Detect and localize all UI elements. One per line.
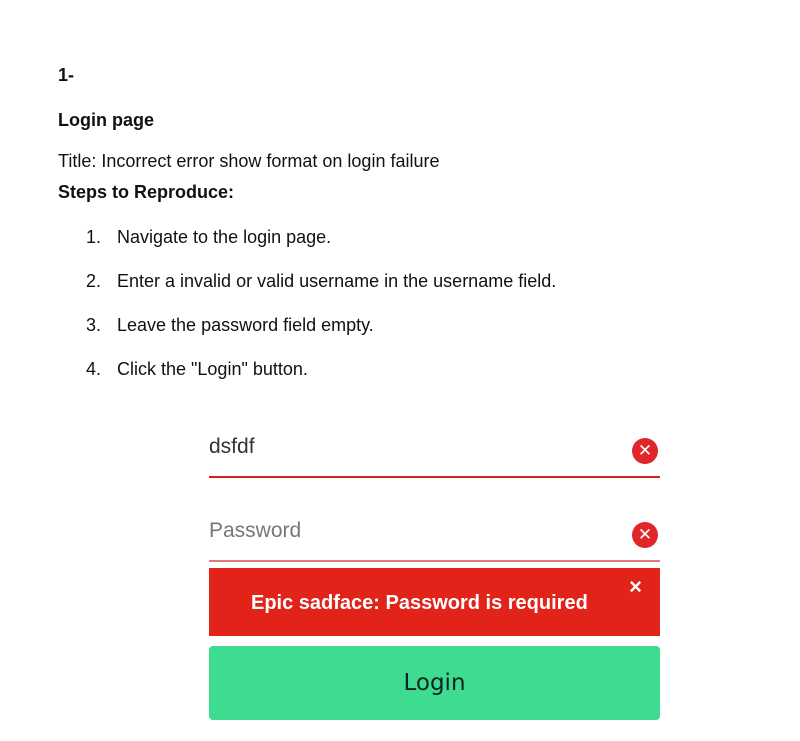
login-screenshot (209, 420, 661, 722)
step-item (86, 226, 726, 248)
step-item (86, 358, 726, 380)
bug-title: Title: Incorrect error show format on login failure (58, 151, 440, 171)
steps-heading: Steps to Reproduce: (58, 182, 235, 202)
username-field[interactable] (209, 420, 660, 478)
steps-list (86, 226, 726, 402)
password-placeholder: Password (209, 519, 302, 542)
step-text: Enter a invalid or valid username in the username field. (117, 271, 557, 291)
section-heading: Login page (58, 110, 154, 130)
x-circle-icon: ✕ (632, 522, 658, 548)
username-value: dsfdf (209, 435, 255, 458)
step-item (86, 270, 726, 292)
x-circle-icon: ✕ (632, 438, 658, 464)
document-number: 1- (58, 65, 75, 85)
step-text: Click the "Login" button. (117, 359, 308, 379)
step-number: 4. (86, 359, 102, 379)
step-text: Navigate to the login page. (117, 227, 332, 247)
password-field[interactable] (209, 504, 660, 562)
close-icon[interactable]: × (629, 574, 642, 599)
error-banner (209, 568, 660, 636)
step-number: 1. (86, 227, 102, 247)
login-button[interactable]: Login (209, 646, 660, 720)
step-text: Leave the password field empty. (117, 315, 374, 335)
error-message: Epic sadface: Password is required (251, 592, 588, 614)
step-number: 2. (86, 271, 102, 291)
step-number: 3. (86, 315, 102, 335)
step-item (86, 314, 726, 336)
